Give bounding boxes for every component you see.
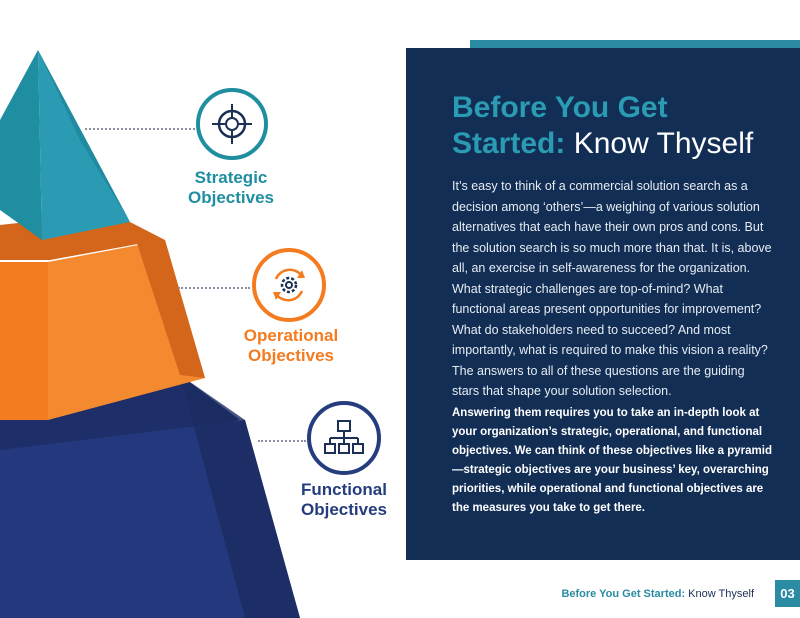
emphasis-paragraph: Answering them requires you to take an in-depth look at your organization’s strategic, operational, and functional objectives. We can think of these objectives like a pyramid—strategic objectives are your business’ key, overarching priorities, while operational and functional objectives are the measures you take to get there. — [452, 407, 772, 514]
page-number: 03 — [775, 580, 800, 607]
intro-paragraph: It’s easy to think of a commercial solution search as a decision among ‘others’—a weighing of various solution alternatives that each have their own pros and cons. But the solution search is so much more than that. It is, above all, an exercise in self-awareness for the organization. What strategic challenges are top-of-mind? What functional areas present opportunities for improvement? What do stakeholders need to succeed? And most importantly, what is required to make this vision a reality? The answers to all of these questions are the guiding stars that shape your solution selection. — [452, 179, 772, 398]
functional-label — [279, 480, 409, 520]
operational-label-line2: Objectives — [248, 346, 334, 365]
title-bold: Before You Get Started: — [452, 91, 668, 160]
strategic-label-line2: Objectives — [188, 188, 274, 207]
strategic-connector — [85, 128, 195, 130]
operational-label-line1: Operational — [243, 326, 339, 345]
accent-bar — [470, 40, 800, 48]
footer-light: Know Thyself — [688, 588, 754, 600]
operational-icon-circle — [252, 248, 326, 322]
target-icon — [210, 102, 254, 146]
functional-icon-circle — [307, 401, 381, 475]
footer-section-title — [561, 588, 754, 600]
gear-cycle-icon — [266, 262, 312, 308]
title-light: Know Thyself — [573, 127, 754, 160]
footer-bold: Before You Get Started: — [561, 588, 686, 600]
strategic-icon-circle — [196, 88, 268, 160]
pyramid-middle-front — [0, 262, 48, 420]
strategic-label-line1: Strategic — [194, 168, 268, 187]
operational-label — [226, 326, 356, 366]
strategic-label — [166, 168, 296, 208]
functional-label-line1: Functional — [301, 480, 387, 499]
operational-connector — [178, 287, 250, 289]
org-chart-icon — [322, 416, 366, 460]
functional-connector — [258, 440, 306, 442]
functional-label-line2: Objectives — [301, 500, 387, 519]
pyramid-top-left — [0, 50, 42, 240]
page-title — [452, 90, 782, 162]
